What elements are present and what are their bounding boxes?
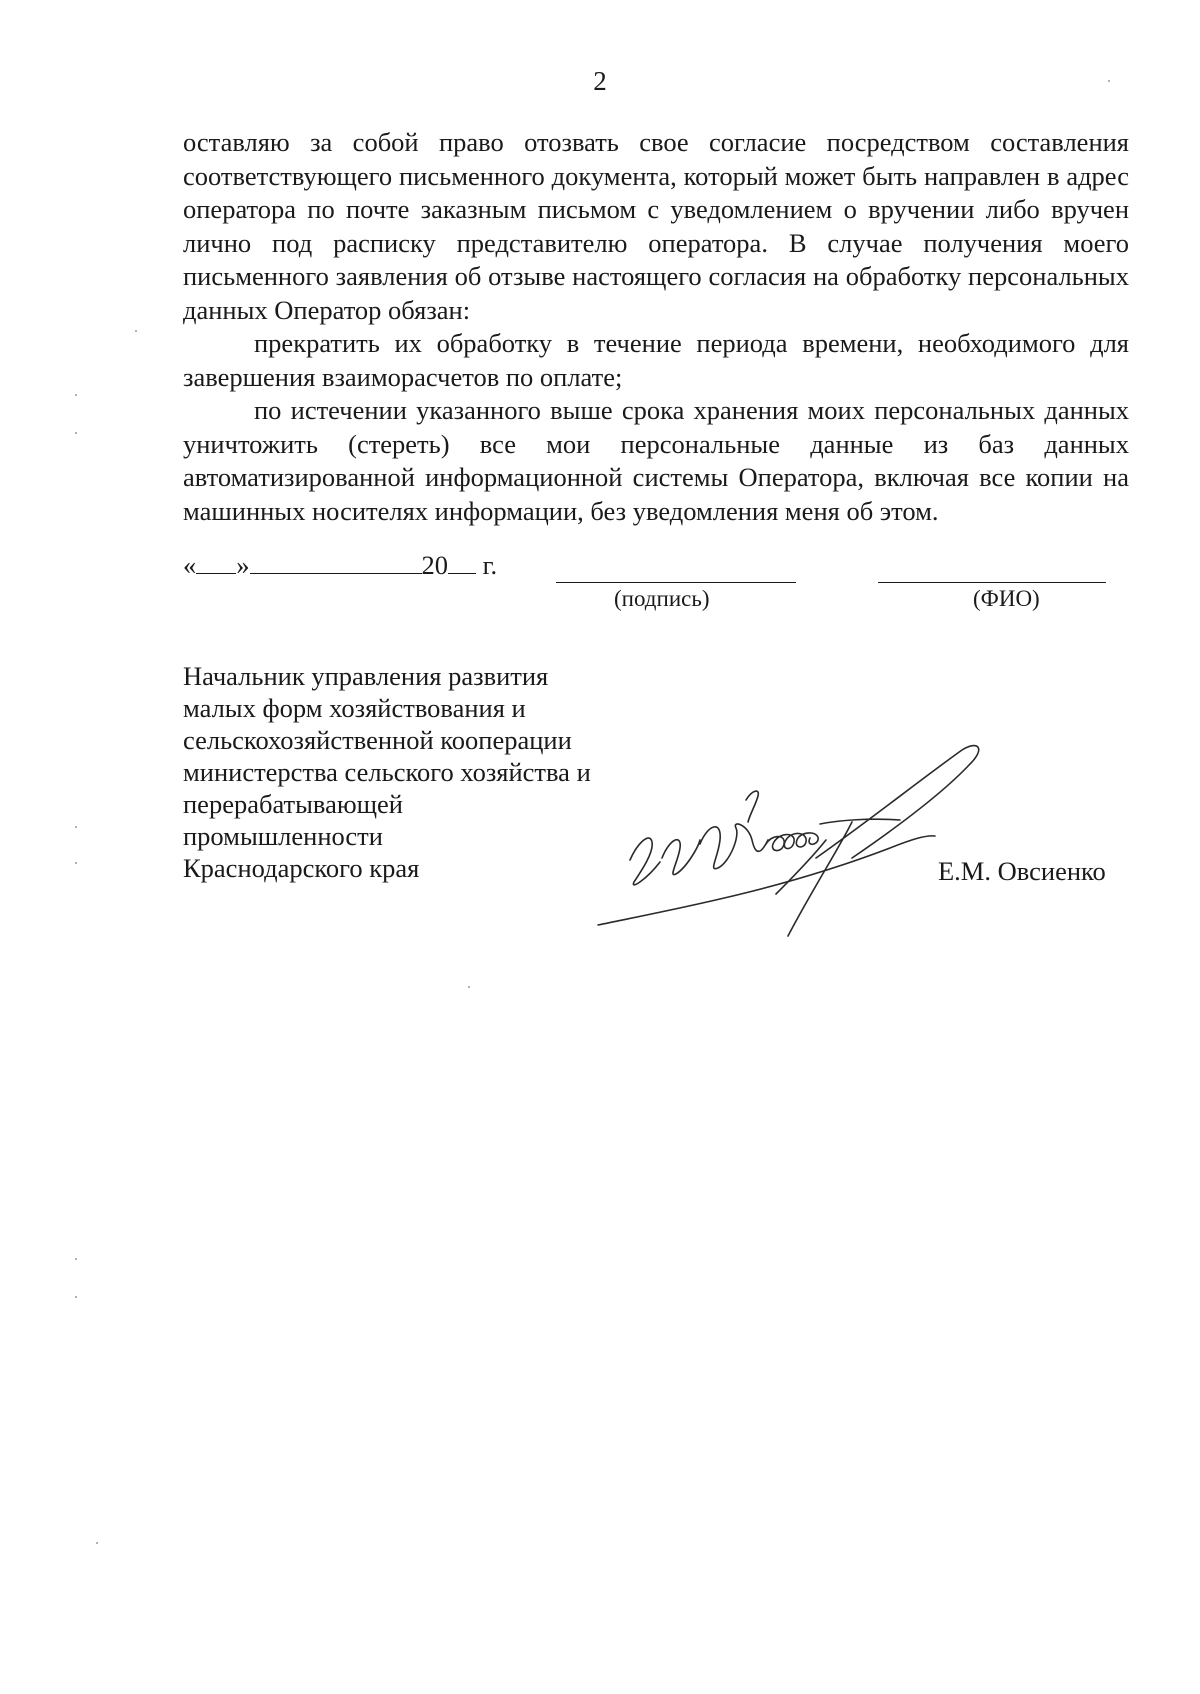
quote-open: « [183,550,197,580]
scan-speck [468,986,470,988]
signatory-name: Е.М. Овсиенко [938,856,1106,886]
position-line: малых форм хозяйствования и [183,693,526,723]
position-line: министерства сельского хозяйства и [183,757,591,787]
document-body [183,126,1129,528]
signature-blank-line [556,582,796,583]
year-prefix: 20 [421,550,448,580]
scan-speck [75,862,77,864]
scan-speck [75,394,77,396]
name-caption: (ФИО) [973,586,1040,611]
name-blank-line [878,582,1106,583]
position-line: сельскохозяйственной кооперации [183,725,572,755]
position-line: промышленности [183,821,383,851]
day-blank [196,551,236,574]
month-blank [250,551,422,574]
year-suffix: г. [482,550,498,580]
handwritten-signature [590,740,1010,950]
position-line: Краснодарского края [183,853,420,883]
position-line: перерабатывающей [183,789,403,819]
paragraph-destroy-data: по истечении указанного выше срока хранения моих персональных данных уничтожить (стереть) все мои персональные данные из баз данных автоматизированной информационной системы Оператора, включая все копии на машинных носителях информации, без уведомления меня об этом. [183,395,1129,526]
page-number: 2 [593,66,607,96]
scan-speck [75,1296,77,1298]
quote-close: » [236,550,250,580]
scan-speck [75,432,77,434]
paragraph-consent-withdrawal: оставляю за собой право отозвать свое согласие посредством составления соответствующего письменного документа, который может быть направлен в адрес оператора по почте заказным письмом с уведомлением о вручении либо вручен лично под расписку представителю оператора. В случае получения моего письменного заявления об отзыве настоящего согласия на обработку персональных данных Оператор обязан: [183,127,1129,325]
signature-caption: (подпись) [614,586,710,611]
date-field [183,550,497,581]
scan-speck [96,1542,98,1544]
paragraph-stop-processing: прекратить их обработку в течение периода времени, необходимого для завершения взаиморасчетов по оплате; [183,328,1129,392]
position-line: Начальник управления развития [183,661,549,691]
year-blank [448,551,476,574]
scan-speck [1108,80,1110,82]
scan-speck [75,826,77,828]
scan-speck [75,1258,77,1260]
scan-speck [135,330,137,332]
